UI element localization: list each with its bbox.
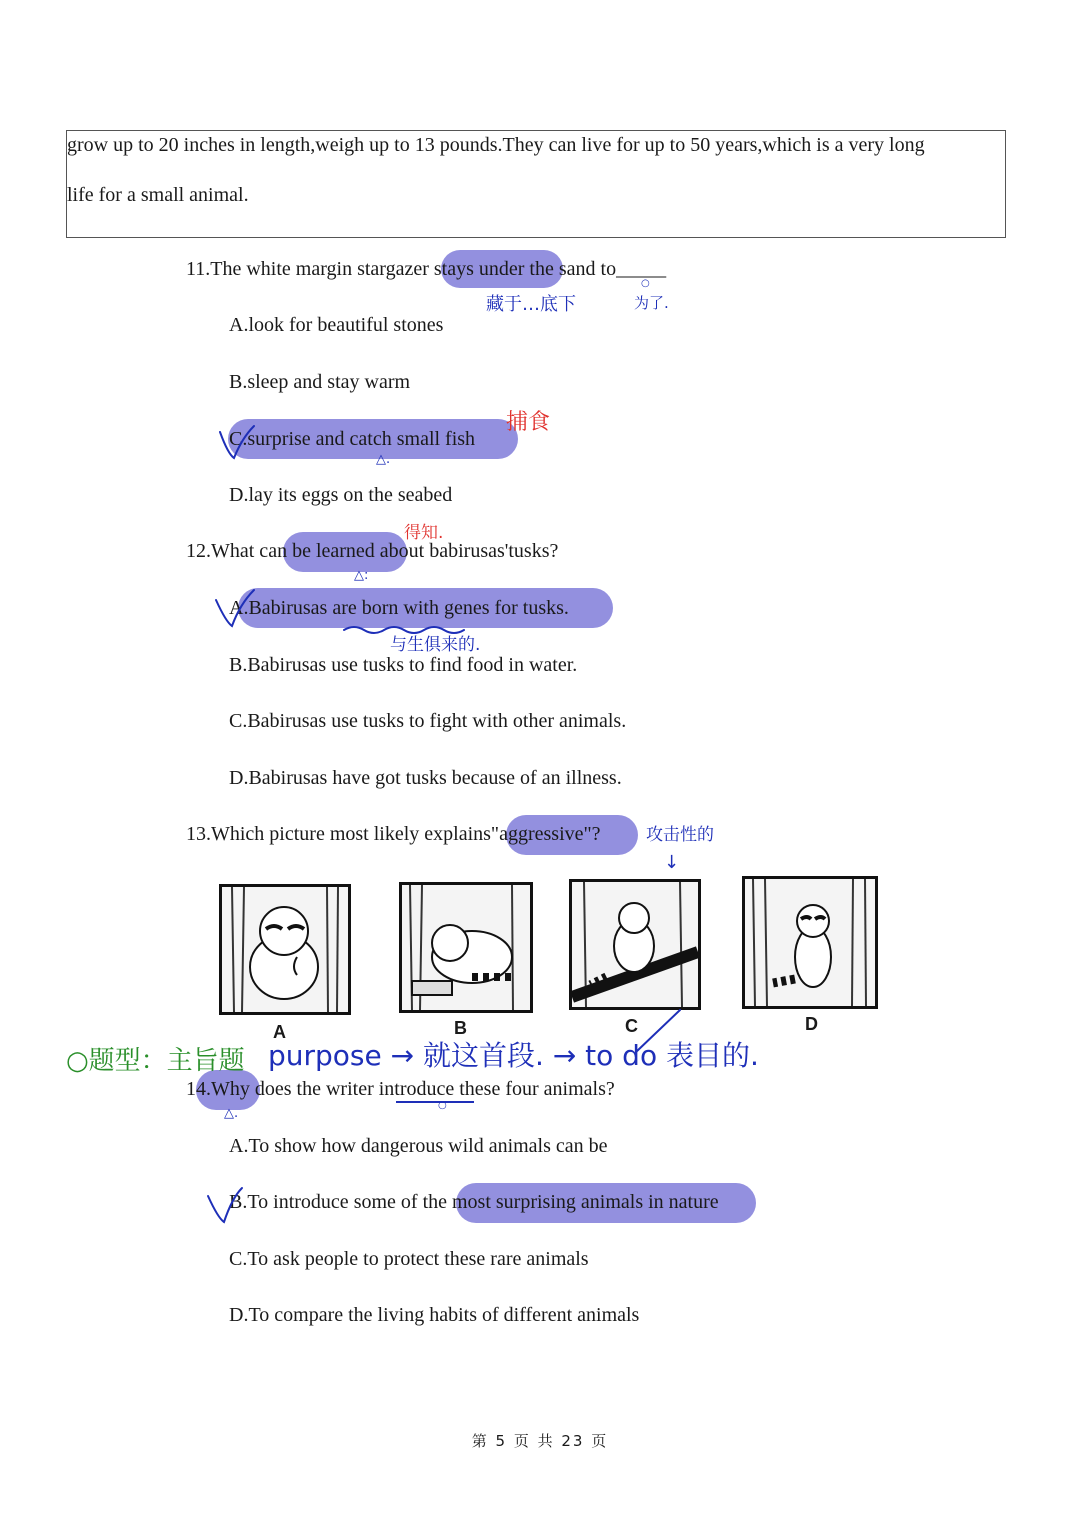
note-born: 与生俱来的.	[390, 635, 481, 655]
check-mark-q14-b	[208, 1188, 242, 1222]
q14-option-a: A.To show how dangerous wild animals can be	[229, 1135, 608, 1157]
arrow-down-mark: ↓	[664, 852, 680, 873]
triangle-mark: △:	[354, 568, 369, 583]
note-learned: 得知.	[404, 523, 444, 543]
circle-mark: ○	[641, 278, 650, 289]
q11-option-c: C.surprise and catch small fish	[229, 428, 476, 450]
q14-option-d: D.To compare the living habits of different animals	[229, 1304, 640, 1326]
q14-option-b: B.To introduce some of the most surprising animals in nature	[229, 1191, 719, 1213]
q12-option-b: B.Babirusas use tusks to find food in water.	[229, 654, 578, 676]
circle-mark: ○	[438, 1100, 447, 1111]
note-catch: 捕食	[506, 410, 551, 435]
q11-stem: 11.The white margin stargazer stays under the sand to_____	[186, 258, 667, 280]
check-mark-q12-a	[216, 590, 254, 626]
q11-option-d: D.lay its eggs on the seabed	[229, 484, 453, 506]
q12-option-a: A.Babirusas are born with genes for tusks.	[229, 597, 569, 619]
q12-stem: 12.What can be learned about babirusas'tusks?	[186, 540, 559, 562]
note-to: 为了.	[634, 294, 669, 312]
q14-stem: 14.Why does the writer introduce these four animals?	[186, 1078, 615, 1100]
wavy-underline-born	[344, 627, 464, 633]
page-footer: 第 5 页 共 23 页	[471, 1432, 609, 1450]
check-mark-q11-c	[220, 426, 254, 458]
q12-option-c: C.Babirusas use tusks to fight with other animals.	[229, 710, 627, 732]
q14-option-c: C.To ask people to protect these rare animals	[229, 1248, 589, 1270]
slash-mark-c	[636, 1010, 680, 1052]
passage-line-1: grow up to 20 inches in length,weigh up to 13 pounds.They can live for up to 50 years,which is a very long	[67, 134, 925, 156]
picture-a-label: A	[273, 1022, 286, 1042]
picture-d-label: D	[805, 1014, 818, 1034]
triangle-mark: △.	[376, 452, 391, 467]
note-stays-under: 藏于…底下	[486, 294, 576, 315]
triangle-mark: △.	[224, 1106, 239, 1121]
q13-stem: 13.Which picture most likely explains"aggressive"?	[186, 823, 601, 845]
q11-option-b: B.sleep and stay warm	[229, 371, 411, 393]
q12-option-d: D.Babirusas have got tusks because of an illness.	[229, 767, 622, 789]
picture-b-label: B	[454, 1018, 467, 1038]
note-question-type: ○题型：主旨题	[66, 1046, 245, 1076]
passage-line-2: life for a small animal.	[67, 184, 249, 206]
note-purpose: purpose → 就这首段. → to do 表目的.	[268, 1039, 759, 1072]
q11-option-a: A.look for beautiful stones	[229, 314, 444, 336]
picture-c-label: C	[625, 1016, 638, 1036]
note-aggressive: 攻击性的	[646, 825, 714, 845]
